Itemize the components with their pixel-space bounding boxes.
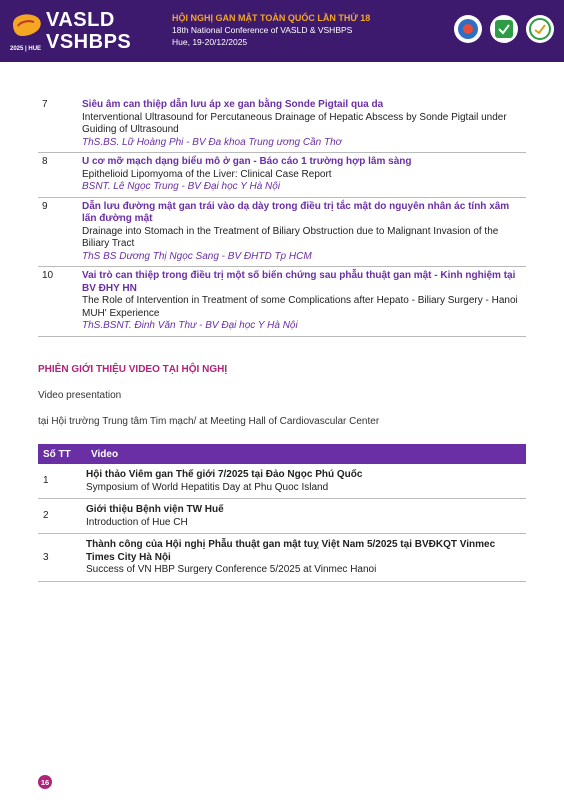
conference-title-vn: HỘI NGHỊ GAN MẬT TOÀN QUỐC LẦN THỨ 18 <box>172 13 371 23</box>
row-content <box>86 534 526 582</box>
title-en: Epithelioid Lipomyoma of the Liver: Clinical Case Report <box>82 168 332 180</box>
section-title: PHIÊN GIỚI THIỆU VIDEO TẠI HỘI NGHỊ <box>38 364 228 375</box>
row-number: 7 <box>38 96 82 153</box>
table-row <box>38 499 526 534</box>
row-number: 8 <box>38 153 82 198</box>
table-row <box>38 534 526 582</box>
conference-title-en: 18th National Conference of VASLD & VSHBPS <box>172 25 353 35</box>
video-title-en: Introduction of Hue CH <box>86 516 188 528</box>
title-vn: U cơ mỡ mạch dạng biểu mô ở gan - Báo cáo 1 trường hợp lâm sàng <box>82 156 412 167</box>
row-number: 10 <box>38 267 82 337</box>
section-subtitle: Video presentation <box>38 390 122 401</box>
section-location: tại Hội trường Trung tâm Tim mạch/ at Meeting Hall of Cardiovascular Center <box>38 416 380 427</box>
table-row <box>38 96 526 153</box>
author: BSNT. Lê Ngọc Trung - BV Đại học Y Hà Nội <box>82 181 281 192</box>
table-row <box>38 464 526 499</box>
title-en: The Role of Intervention in Treatment of some Complications after Hepato - Biliary Surgery - Hanoi MUH' Experience <box>82 295 518 319</box>
title-vn: Siêu âm can thiệp dẫn lưu áp xe gan bằng Sonde Pigtail qua da <box>82 99 384 110</box>
row-content <box>82 96 526 153</box>
table-row <box>38 197 526 267</box>
column-header-video: Video <box>86 444 526 464</box>
page-number: 16 <box>38 775 52 789</box>
page-header <box>0 0 564 62</box>
title-vn: Vai trò can thiệp trong điều trị một số biến chứng sau phẫu thuật gan mật - Kinh nghiệm tại BV ĐHY HN <box>82 270 516 294</box>
video-table <box>38 444 526 582</box>
partner-badge-icon <box>454 15 482 43</box>
conference-info <box>172 12 412 48</box>
row-content <box>86 464 526 499</box>
author: ThS.BSNT. Đinh Văn Thư - BV Đại học Y Hà Nội <box>82 320 298 331</box>
conference-date: Hue, 19-20/12/2025 <box>172 37 248 47</box>
column-header-number: Số TT <box>38 444 86 464</box>
video-title-vn: Hội thảo Viêm gan Thế giới 7/2025 tại Đảo Ngọc Phú Quốc <box>86 469 363 480</box>
row-content <box>82 153 526 198</box>
liver-logo-icon <box>10 10 44 44</box>
conference-logo <box>8 6 158 56</box>
row-number: 3 <box>38 534 86 582</box>
author: ThS BS Dương Thị Ngọc Sang - BV ĐHTD Tp HCM <box>82 250 312 262</box>
row-content <box>86 499 526 534</box>
row-content <box>82 267 526 337</box>
table-row <box>38 267 526 337</box>
row-number: 2 <box>38 499 86 534</box>
title-en: Drainage into Stomach in the Treatment of Biliary Obstruction due to Malignant Invasion of the Biliary Tract <box>82 225 499 249</box>
video-title-vn: Thành công của Hội nghị Phẫu thuật gan mật tuỵ Việt Nam 5/2025 tại BVĐKQT Vinmec Times City Hà Nội <box>86 539 496 563</box>
table-header-row <box>38 444 526 464</box>
row-number: 1 <box>38 464 86 499</box>
logo-text-vshbps: VSHBPS <box>46 31 132 53</box>
row-content <box>82 197 526 267</box>
partner-badges <box>454 15 554 43</box>
video-title-en: Symposium of World Hepatitis Day at Phu Quoc Island <box>86 481 329 493</box>
table-row <box>38 153 526 198</box>
video-title-vn: Giới thiệu Bệnh viện TW Huế <box>86 504 224 515</box>
partner-badge-icon <box>490 15 518 43</box>
logo-subtext: 2025 | HUE <box>10 46 42 52</box>
logo-text-vasld: VASLD <box>46 9 115 31</box>
author: ThS.BS. Lữ Hoàng Phi - BV Đa khoa Trung ương Cần Thơ <box>82 136 342 148</box>
video-title-en: Success of VN HBP Surgery Conference 5/2025 at Vinmec Hanoi <box>86 564 377 575</box>
title-vn: Dẫn lưu đường mật gan trái vào dạ dày trong điều trị tắc mật do nguyên nhân ác tính xâm lấn đường mật <box>82 200 510 224</box>
presentation-table <box>38 96 526 337</box>
title-en: Interventional Ultrasound for Percutaneous Drainage of Hepatic Abscess by Sonde Pigtail under Guiding of Ultrasound <box>82 111 507 135</box>
row-number: 9 <box>38 197 82 267</box>
partner-badge-icon <box>526 15 554 43</box>
